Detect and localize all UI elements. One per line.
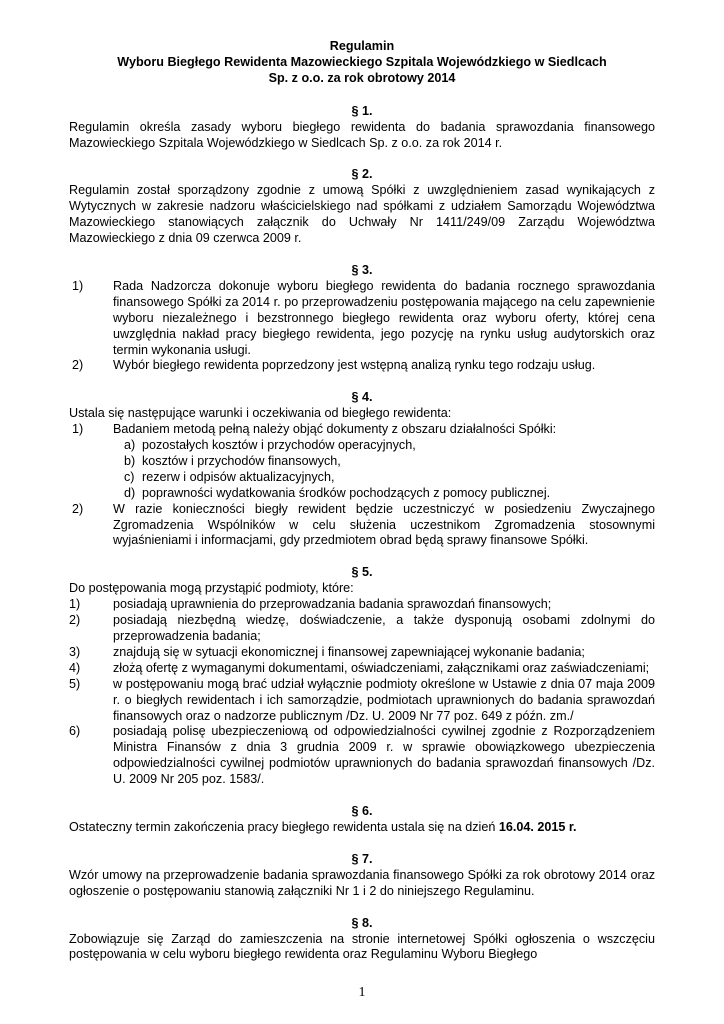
list-item <box>69 279 655 359</box>
item-number: 1) <box>72 278 84 293</box>
item-number: 4) <box>69 660 81 675</box>
section-6-body: Ostateczny termin zakończenia pracy biegłego rewidenta ustala się na dzień <box>69 819 499 834</box>
section-6-text <box>69 820 655 836</box>
sub-item-letter: d) <box>124 485 136 500</box>
sub-item <box>69 470 655 486</box>
list-item <box>69 613 655 645</box>
sub-item-text: pozostałych kosztów i przychodów operacyjnych, <box>142 438 416 453</box>
doc-title <box>69 39 655 87</box>
section-6-heading: § 6. <box>351 804 373 819</box>
sub-item <box>69 438 655 454</box>
section-3-heading: § 3. <box>351 262 373 277</box>
item-text: Badaniem metodą pełną należy objąć dokumenty z obszaru działalności Spółki: <box>113 422 557 437</box>
item-number: 1) <box>72 422 84 437</box>
item-text: posiadają uprawnienia do przeprowadzania badania sprawozdań finansowych; <box>113 597 552 612</box>
item-text: Rada Nadzorcza dokonuje wyboru biegłego rewidenta do badania rocznego sprawozdania finansowego Spółki za 2014 r. po przeprowadzeniu postępowania mającego na celu zapewnienie wyboru niezależnego i bezstronnego biegłego rewidenta oraz wyboru oferty, której cena uwzględnia nakład pracy biegłego rewidenta, jego pozycję na rynku usług audytorskich oraz termin wykonania usługi. <box>113 278 655 357</box>
section-8-text: Zobowiązuje się Zarząd do zamieszczenia na stronie internetowej Spółki ogłoszenia o wszczęciu postępowania w celu wyboru biegłego rewidenta oraz Regulaminu Wyboru Biegłego <box>69 931 655 962</box>
sub-item-text: kosztów i przychodów finansowych, <box>142 453 341 468</box>
page-number: 1 <box>358 985 366 1000</box>
item-number: 2) <box>72 358 84 373</box>
section-8-heading: § 8. <box>351 915 373 930</box>
item-text: złożą ofertę z wymaganymi dokumentami, oświadczeniami, załącznikami oraz zaświadczeniami; <box>113 660 650 675</box>
section-2-heading: § 2. <box>351 167 373 182</box>
section-7-text: Wzór umowy na przeprowadzenie badania sprawozdania finansowego Spółki za rok obrotowy 2014 oraz ogłoszenie o postępowaniu stanowią załączniki Nr 1 i 2 do niniejszego Regulaminu. <box>69 867 655 898</box>
list-item <box>69 677 655 725</box>
item-number: 6) <box>69 724 81 739</box>
item-text: W razie konieczności biegły rewident będzie uczestniczyć w posiedzeniu Zwyczajnego Zgromadzenia Wspólników w celu służenia uczestnikom Zgromadzenia stosownymi wyjaśnieniami i informacjami, gdy przedmiotem obrad będą sprawy finansowe Spółki. <box>113 501 655 548</box>
item-text: posiadają niezbędną wiedzę, doświadczenie, a także dysponują osobami zdolnymi do przeprowadzenia badania; <box>113 613 655 643</box>
item-number: 2) <box>72 501 84 516</box>
title-line-2: Wyboru Biegłego Rewidenta Mazowieckiego Szpitala Wojewódzkiego w Siedlcach <box>117 54 607 69</box>
item-text: Wybór biegłego rewidenta poprzedzony jest wstępną analizą rynku tego rodzaju usług. <box>113 358 596 373</box>
list-item <box>69 358 655 374</box>
item-number: 2) <box>69 613 81 628</box>
section-4-intro: Ustala się następujące warunki i oczekiwania od biegłego rewidenta: <box>69 406 452 421</box>
sub-item-letter: c) <box>124 469 135 484</box>
item-text: znajdują się w sytuacji ekonomicznej i finansowej zapewniającej wykonanie badania; <box>113 644 585 659</box>
list-item <box>69 597 655 613</box>
section-5-intro: Do postępowania mogą przystąpić podmioty, które: <box>69 581 354 596</box>
list-item <box>69 661 655 677</box>
section-1-heading: § 1. <box>351 103 373 118</box>
item-number: 3) <box>69 644 81 659</box>
item-text: posiadają polisę ubezpieczeniową od odpowiedzialności cywilnej zgodnie z Rozporządzeniem Ministra Finansów z dnia 3 grudnia 2009 r. w sprawie obowiązkowego ubezpieczenia odpowiedzialności cywilnej podmiotów uprawnionych do badania sprawozdań finansowych /Dz. U. 2009 Nr 205 poz. 1583/. <box>113 724 655 787</box>
list-item <box>69 502 655 550</box>
sub-item-text: rezerw i odpisów aktualizacyjnych, <box>142 469 335 484</box>
item-number: 1) <box>69 597 81 612</box>
title-line-3: Sp. z o.o. za rok obrotowy 2014 <box>268 70 456 85</box>
deadline-date: 16.04. 2015 r. <box>498 819 577 834</box>
sub-item-letter: b) <box>124 453 136 468</box>
section-5-heading: § 5. <box>351 565 373 580</box>
list-item <box>69 724 655 788</box>
section-1-text: Regulamin określa zasady wyboru biegłego rewidenta do badania sprawozdania finansowego Mazowieckiego Szpitala Wojewódzkiego w Siedlcach Sp. z o.o. za rok 2014 r. <box>69 119 655 150</box>
sub-item-text: poprawności wydatkowania środków pochodzących z pomocy publicznej. <box>142 485 551 500</box>
section-7-heading: § 7. <box>351 851 373 866</box>
section-2-text: Regulamin został sporządzony zgodnie z umową Spółki z uwzględnieniem zasad wynikających z Wytycznych w zakresie nadzoru właścicielskiego nad spółkami z udziałem Samorządu Województwa Mazowieckiego stanowiących załącznik do Uchwały Nr 1411/249/09 Zarządu Województwa Mazowieckiego z dnia 09 czerwca 2009 r. <box>69 183 655 246</box>
sub-item <box>69 454 655 470</box>
sub-item <box>69 486 655 502</box>
item-number: 5) <box>69 676 81 691</box>
section-4-heading: § 4. <box>351 390 373 405</box>
sub-item-letter: a) <box>124 438 136 453</box>
list-item <box>69 645 655 661</box>
item-text: w postępowaniu mogą brać udział wyłącznie podmioty określone w Ustawie z dnia 07 maja 2009 r. o biegłych rewidentach i ich samorządzie, podmiotach uprawnionych do badania sprawozdań finansowych oraz o nadzorze publicznym /Dz. U. 2009 Nr 77 poz. 649 z późn. zm./ <box>113 676 655 723</box>
title-line-1: Regulamin <box>329 39 395 53</box>
list-item <box>69 422 655 438</box>
document-page <box>69 39 655 963</box>
